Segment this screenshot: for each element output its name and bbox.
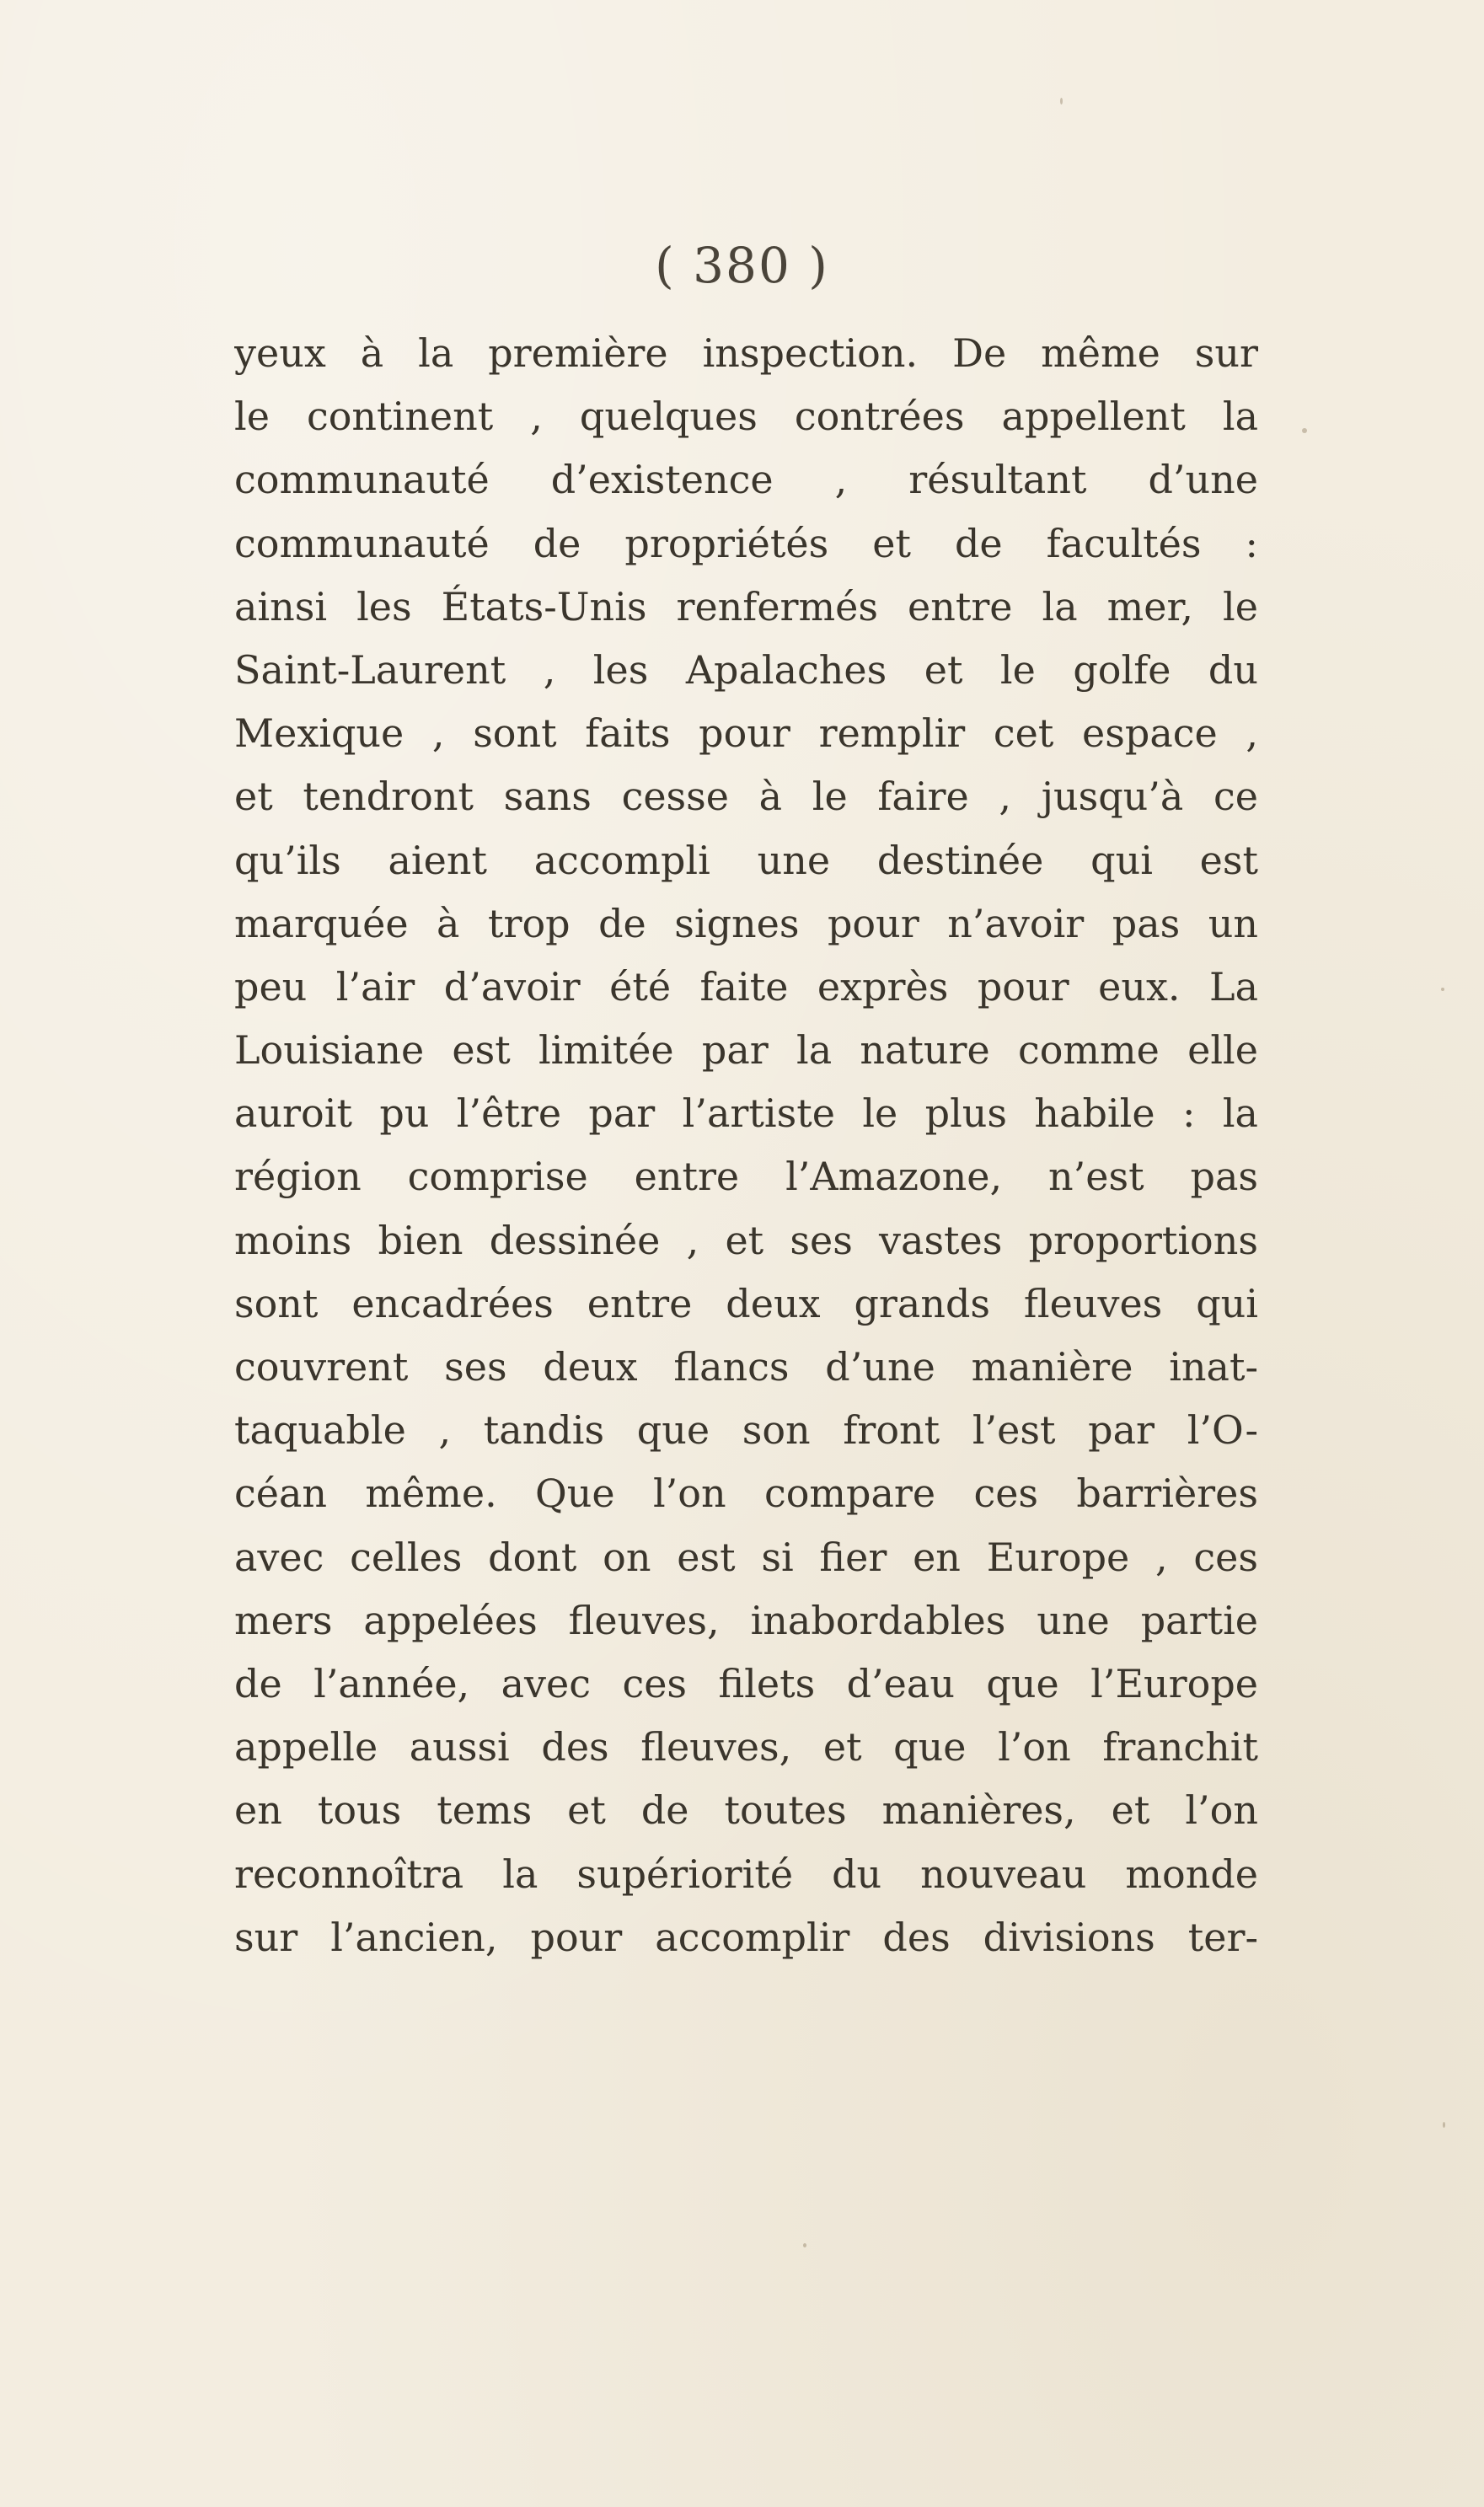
page-number: ( 380 ) <box>655 237 829 294</box>
text-line: communauté de propriétés et de facultés : <box>234 520 1258 566</box>
paper-speck <box>1443 2122 1445 2128</box>
text-line: peu l’air d’avoir été faite exprès pour eux. La <box>234 963 1258 1010</box>
paper-speck <box>1060 98 1063 104</box>
text-line: sur l’ancien, pour accomplir des divisions ter- <box>234 1914 1258 1960</box>
text-line: mers appelées fleuves, inabordables une partie <box>234 1597 1258 1643</box>
text-line: marquée à trop de signes pour n’avoir pas un <box>234 900 1258 946</box>
paper-speck <box>1302 428 1307 433</box>
text-line: communauté d’existence , résultant d’une <box>234 457 1258 503</box>
text-line: Louisiane est limitée par la nature comme elle <box>234 1027 1258 1074</box>
paper-speck <box>1441 988 1444 991</box>
text-line: de l’année, avec ces filets d’eau que l’Europe <box>234 1660 1258 1706</box>
text-line: reconnoîtra la supériorité du nouveau monde <box>234 1851 1258 1897</box>
text-line: ainsi les États-Unis renfermés entre la mer, le <box>234 583 1258 629</box>
text-line: et tendront sans cesse à le faire , jusqu’à ce <box>234 774 1258 820</box>
text-line: couvrent ses deux flancs d’une manière inat- <box>234 1344 1258 1390</box>
text-line: le continent , quelques contrées appellent la <box>234 394 1258 440</box>
text-line: Saint-Laurent , les Apalaches et le golfe du <box>234 646 1258 693</box>
text-line: taquable , tandis que son front l’est par l’O- <box>234 1407 1258 1454</box>
body-text <box>234 322 1258 1969</box>
text-line: auroit pu l’être par l’artiste le plus habile : la <box>234 1090 1258 1137</box>
text-line: région comprise entre l’Amazone, n’est pas <box>234 1154 1258 1200</box>
text-line: qu’ils aient accompli une destinée qui est <box>234 837 1258 883</box>
text-line: avec celles dont on est si fier en Europe , ces <box>234 1534 1258 1580</box>
text-line: moins bien dessinée , et ses vastes proportions <box>234 1217 1258 1263</box>
text-line: céan même. Que l’on compare ces barrières <box>234 1470 1258 1517</box>
text-line: en tous tems et de toutes manières, et l’on <box>234 1787 1258 1834</box>
text-line: appelle aussi des fleuves, et que l’on franchit <box>234 1724 1258 1770</box>
text-line: sont encadrées entre deux grands fleuves qui <box>234 1280 1258 1326</box>
text-line: Mexique , sont faits pour remplir cet espace , <box>234 710 1258 757</box>
paper-speck <box>803 2243 806 2247</box>
text-line: yeux à la première inspection. De même sur <box>234 330 1258 376</box>
